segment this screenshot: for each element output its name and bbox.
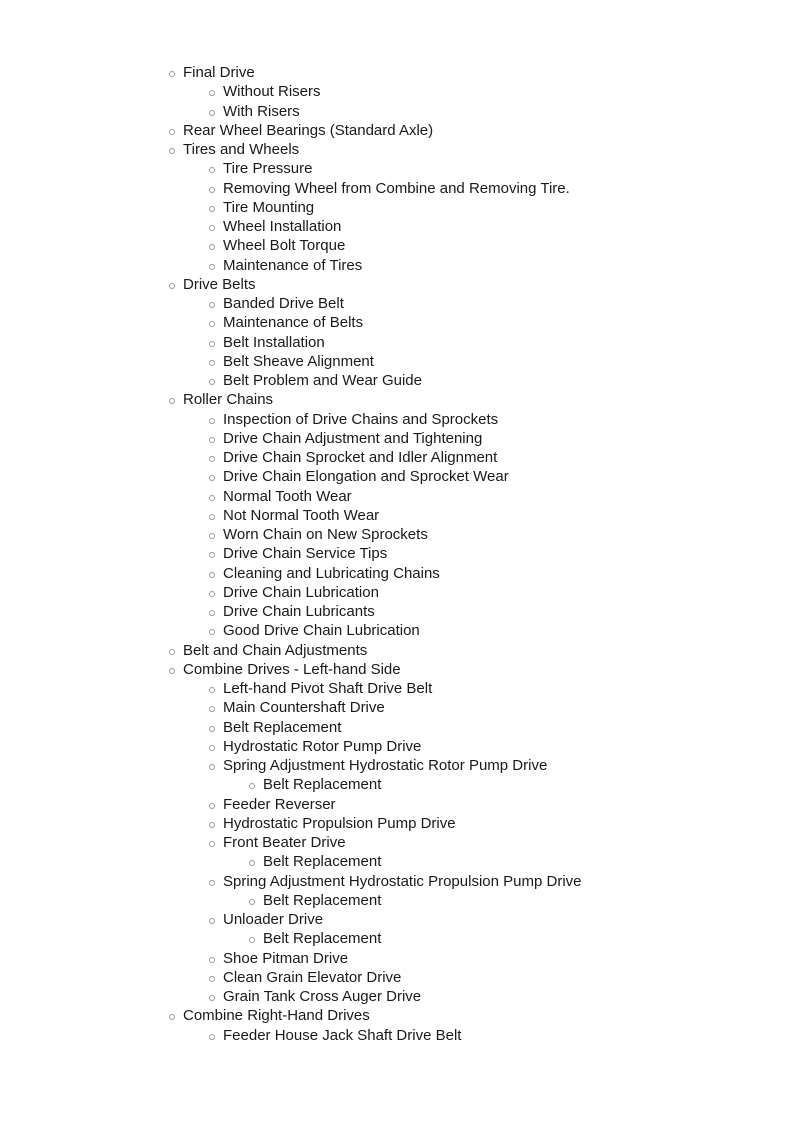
toc-entry-level-1[interactable]: [0, 698, 794, 717]
bullet-icon: [209, 610, 215, 616]
toc-entry-text[interactable]: Tires and Wheels: [183, 141, 300, 158]
toc-entry-level-0[interactable]: [0, 1006, 794, 1025]
toc-entry-text[interactable]: Drive Chain Service Tips: [223, 545, 388, 563]
bullet-icon: [209, 321, 215, 327]
bullet-icon: [209, 225, 215, 231]
toc-entry-text[interactable]: Good Drive Chain Lubrication: [223, 622, 420, 640]
bullet-icon: [209, 572, 215, 578]
bullet-icon: [169, 668, 175, 674]
bullet-icon: [209, 1034, 215, 1040]
toc-entry-text[interactable]: Belt Sheave Alignment: [223, 352, 374, 370]
toc-entry-level-2[interactable]: [0, 929, 794, 948]
toc-entry-text[interactable]: Cleaning and Lubricating Chains: [223, 564, 440, 582]
toc-entry-text[interactable]: Main Countershaft Drive: [223, 699, 385, 717]
toc-entry-level-1[interactable]: [0, 544, 794, 563]
toc-entry-level-1[interactable]: [0, 525, 794, 544]
toc-entry-text[interactable]: Combine Right-Hand Drives: [183, 1007, 370, 1025]
toc-entry-text[interactable]: Grain Tank Cross Auger Drive: [223, 988, 422, 1005]
toc-entry-level-1[interactable]: [0, 679, 794, 698]
bullet-icon: [169, 283, 175, 289]
toc-entry-level-1[interactable]: [0, 602, 794, 621]
toc-entry-text[interactable]: Shoe Pitman Drive: [223, 949, 349, 967]
toc-entry-text[interactable]: Belt Problem and Wear Guide: [223, 372, 422, 389]
toc-entry-level-1[interactable]: [0, 833, 794, 852]
toc-entry-text[interactable]: Spring Adjustment Hydrostatic Propulsion Pump Drive: [223, 872, 582, 890]
toc-entry-level-1[interactable]: [0, 987, 794, 1006]
bullet-icon: [209, 880, 215, 886]
toc-entry-text[interactable]: Wheel Installation: [223, 218, 342, 235]
bullet-icon: [209, 187, 215, 193]
toc-entry-level-1[interactable]: [0, 313, 794, 332]
toc-entry-text[interactable]: Banded Drive Belt: [223, 295, 344, 312]
toc-entry-level-1[interactable]: [0, 737, 794, 756]
toc-entry-text[interactable]: Belt Replacement: [263, 853, 382, 871]
toc-entry-level-1[interactable]: [0, 718, 794, 737]
bullet-icon: [209, 379, 215, 385]
toc-entry-text[interactable]: Drive Chain Lubrication: [223, 583, 379, 601]
toc-entry-text[interactable]: Belt Installation: [223, 333, 325, 351]
toc-entry-text[interactable]: Roller Chains: [183, 391, 274, 409]
toc-entry-level-1[interactable]: [0, 467, 794, 486]
toc-entry-level-2[interactable]: [0, 775, 794, 794]
toc-entry-level-1[interactable]: [0, 179, 794, 198]
toc-entry-text[interactable]: Feeder Reverser: [223, 795, 336, 813]
toc-entry-text[interactable]: Drive Belts: [183, 275, 256, 293]
toc-entry-level-0[interactable]: [0, 660, 794, 679]
bullet-icon: [209, 591, 215, 597]
bullet-icon: [209, 687, 215, 693]
bullet-icon: [209, 418, 215, 424]
toc-entry-level-1[interactable]: [0, 583, 794, 602]
bullet-icon: [209, 918, 215, 924]
toc-entry-level-1[interactable]: [0, 506, 794, 525]
bullet-icon: [209, 475, 215, 481]
toc-entry-level-0[interactable]: [0, 275, 794, 294]
toc-entry-level-1[interactable]: [0, 159, 794, 178]
toc-entry-level-1[interactable]: [0, 448, 794, 467]
toc-entry-text[interactable]: Belt Replacement: [263, 891, 382, 909]
toc-entry-level-1[interactable]: [0, 352, 794, 371]
toc-entry-text[interactable]: Drive Chain Adjustment and Tightening: [223, 429, 483, 447]
toc-entry-level-1[interactable]: [0, 910, 794, 929]
toc-entry-level-1[interactable]: [0, 564, 794, 583]
toc-entry-level-1[interactable]: [0, 1026, 794, 1045]
toc-entry-text[interactable]: Tire Pressure: [223, 160, 313, 178]
bullet-icon: [209, 167, 215, 173]
bullet-icon: [209, 629, 215, 635]
toc-entry-text[interactable]: Without Risers: [223, 83, 321, 101]
bullet-icon: [209, 822, 215, 828]
toc-entry-text[interactable]: Feeder House Jack Shaft Drive Belt: [223, 1026, 462, 1044]
toc-entry-level-1[interactable]: [0, 795, 794, 814]
bullet-icon: [249, 899, 255, 905]
bullet-icon: [209, 745, 215, 751]
bullet-icon: [169, 398, 175, 404]
toc-entry-level-1[interactable]: [0, 198, 794, 217]
bullet-icon: [209, 957, 215, 963]
toc-entry-level-1[interactable]: [0, 102, 794, 121]
bullet-icon: [209, 341, 215, 347]
toc-entry-text[interactable]: Worn Chain on New Sprockets: [223, 526, 428, 543]
toc-entry-text[interactable]: Unloader Drive: [223, 911, 324, 928]
toc-entry-level-0[interactable]: [0, 390, 794, 409]
toc-entry-level-0[interactable]: [0, 641, 794, 660]
bullet-icon: [209, 206, 215, 212]
toc-entry-level-1[interactable]: [0, 756, 794, 775]
toc-entry-text[interactable]: Hydrostatic Propulsion Pump Drive: [223, 814, 456, 832]
bullet-icon: [209, 533, 215, 539]
toc-entry-text[interactable]: Final Drive: [183, 64, 255, 81]
bullet-icon: [209, 726, 215, 732]
bullet-icon: [209, 437, 215, 443]
bullet-icon: [209, 976, 215, 982]
toc-entry-level-0[interactable]: [0, 63, 794, 82]
toc-entry-text[interactable]: Belt and Chain Adjustments: [183, 641, 368, 659]
bullet-icon: [209, 244, 215, 250]
bullet-icon: [209, 995, 215, 1001]
toc-entry-text[interactable]: Drive Chain Lubricants: [223, 603, 375, 620]
toc-entry-level-1[interactable]: [0, 872, 794, 891]
bullet-icon: [169, 71, 175, 77]
bullet-icon: [169, 1014, 175, 1020]
toc-entry-text[interactable]: Wheel Bolt Torque: [223, 237, 346, 255]
toc-entry-level-1[interactable]: [0, 814, 794, 833]
toc-entry-level-1[interactable]: [0, 487, 794, 506]
toc-entry-text[interactable]: Hydrostatic Rotor Pump Drive: [223, 737, 422, 755]
bullet-icon: [209, 495, 215, 501]
toc-entry-level-1[interactable]: [0, 968, 794, 987]
bullet-icon: [209, 841, 215, 847]
table-of-contents: [0, 63, 794, 1045]
toc-entry-text[interactable]: Rear Wheel Bearings (Standard Axle): [183, 121, 434, 139]
toc-entry-text[interactable]: Not Normal Tooth Wear: [223, 506, 380, 524]
toc-entry-text[interactable]: Drive Chain Elongation and Sprocket Wear: [223, 468, 509, 486]
toc-entry-text[interactable]: Tire Mounting: [223, 198, 315, 216]
toc-entry-level-1[interactable]: [0, 294, 794, 313]
toc-entry-text[interactable]: Inspection of Drive Chains and Sprockets: [223, 410, 499, 428]
toc-entry-level-1[interactable]: [0, 217, 794, 236]
toc-entry-level-1[interactable]: [0, 429, 794, 448]
toc-entry-text[interactable]: Belt Replacement: [263, 776, 382, 794]
bullet-icon: [209, 264, 215, 270]
bullet-icon: [249, 783, 255, 789]
bullet-icon: [209, 552, 215, 558]
bullet-icon: [209, 302, 215, 308]
toc-entry-text[interactable]: Drive Chain Sprocket and Idler Alignment: [223, 449, 498, 466]
toc-entry-text[interactable]: Front Beater Drive: [223, 834, 346, 851]
bullet-icon: [169, 129, 175, 135]
bullet-icon: [209, 764, 215, 770]
bullet-icon: [209, 90, 215, 96]
bullet-icon: [249, 860, 255, 866]
toc-entry-level-1[interactable]: [0, 333, 794, 352]
toc-entry-text[interactable]: Left-hand Pivot Shaft Drive Belt: [223, 680, 433, 697]
bullet-icon: [249, 937, 255, 943]
toc-entry-text[interactable]: Belt Replacement: [223, 718, 342, 736]
toc-entry-level-1[interactable]: [0, 949, 794, 968]
toc-entry-level-1[interactable]: [0, 256, 794, 275]
toc-entry-level-1[interactable]: [0, 82, 794, 101]
toc-entry-level-2[interactable]: [0, 852, 794, 871]
bullet-icon: [209, 706, 215, 712]
bullet-icon: [209, 110, 215, 116]
toc-entry-text[interactable]: Clean Grain Elevator Drive: [223, 968, 402, 986]
bullet-icon: [209, 514, 215, 520]
toc-entry-text[interactable]: Maintenance of Belts: [223, 314, 364, 332]
toc-entry-text[interactable]: Normal Tooth Wear: [223, 487, 352, 505]
toc-entry-level-1[interactable]: [0, 236, 794, 255]
toc-entry-text[interactable]: Removing Wheel from Combine and Removing Tire.: [223, 179, 570, 197]
toc-entry-text[interactable]: Belt Replacement: [263, 930, 382, 948]
bullet-icon: [169, 148, 175, 154]
toc-entry-level-0[interactable]: [0, 140, 794, 159]
bullet-icon: [209, 803, 215, 809]
bullet-icon: [209, 360, 215, 366]
toc-entry-level-2[interactable]: [0, 891, 794, 910]
bullet-icon: [169, 649, 175, 655]
toc-entry-level-1[interactable]: [0, 371, 794, 390]
bullet-icon: [209, 456, 215, 462]
toc-entry-text[interactable]: Maintenance of Tires: [223, 256, 363, 274]
toc-entry-text[interactable]: Spring Adjustment Hydrostatic Rotor Pump Drive: [223, 757, 548, 774]
toc-entry-text[interactable]: With Risers: [223, 102, 300, 120]
toc-entry-level-0[interactable]: [0, 121, 794, 140]
toc-entry-level-1[interactable]: [0, 410, 794, 429]
toc-entry-level-1[interactable]: [0, 621, 794, 640]
toc-entry-text[interactable]: Combine Drives - Left-hand Side: [183, 660, 401, 678]
